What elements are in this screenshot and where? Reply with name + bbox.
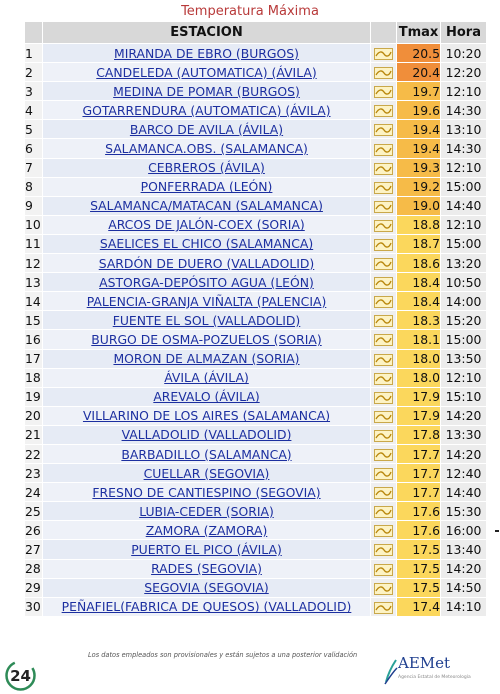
table-row (25, 273, 487, 292)
table-header-row (25, 22, 487, 44)
graph-link[interactable] (371, 196, 397, 215)
table-row (25, 63, 487, 82)
station-link[interactable]: PALENCIA-GRANJA VIÑALTA (PALENCIA) (43, 292, 371, 311)
hora-value: 13:10 (441, 120, 487, 139)
row-number: 3 (25, 82, 43, 101)
station-link[interactable]: VALLADOLID (VALLADOLID) (43, 425, 371, 444)
station-link[interactable]: LUBIA-CEDER (SORIA) (43, 502, 371, 521)
graph-link[interactable] (371, 177, 397, 196)
row-number: 17 (25, 349, 43, 368)
hora-value: 15:00 (441, 234, 487, 253)
row-number: 29 (25, 578, 43, 597)
table-row (25, 502, 487, 521)
graph-link[interactable] (371, 483, 397, 502)
graph-link[interactable] (371, 578, 397, 597)
hora-value: 14:30 (441, 101, 487, 120)
table-row (25, 578, 487, 597)
station-link[interactable]: ASTORGA-DEPÓSITO AGUA (LEÓN) (43, 273, 371, 292)
table-row (25, 444, 487, 463)
station-link[interactable]: AREVALO (ÁVILA) (43, 387, 371, 406)
tmax-value: 18.4 (397, 273, 441, 292)
hora-value: 10:20 (441, 44, 487, 63)
table-row (25, 368, 487, 387)
graph-icon[interactable] (374, 430, 393, 442)
hora-value: 14:40 (441, 483, 487, 502)
tmax-value: 18.0 (397, 368, 441, 387)
tmax-value: 18.0 (397, 349, 441, 368)
tmax-value: 18.6 (397, 254, 441, 273)
row-number: 1 (25, 44, 43, 63)
graph-icon[interactable] (374, 277, 393, 289)
station-link[interactable]: SARDÓN DE DUERO (VALLADOLID) (43, 254, 371, 273)
hora-value: 15:30 (441, 502, 487, 521)
tmax-value: 17.9 (397, 406, 441, 425)
hora-value: 14:50 (441, 578, 487, 597)
hora-value: 15:20 (441, 311, 487, 330)
graph-icon[interactable] (374, 392, 393, 404)
graph-icon[interactable] (374, 487, 393, 499)
table-row (25, 597, 487, 616)
tmax-value: 17.5 (397, 559, 441, 578)
station-link[interactable]: SEGOVIA (SEGOVIA) (43, 578, 371, 597)
graph-link[interactable] (371, 311, 397, 330)
tmax-value: 17.8 (397, 425, 441, 444)
hora-value: 14:00 (441, 292, 487, 311)
tmax-value: 17.5 (397, 540, 441, 559)
row-number: 4 (25, 101, 43, 120)
graph-link[interactable] (371, 559, 397, 578)
hora-value: 13:40 (441, 540, 487, 559)
hora-value: 15:00 (441, 330, 487, 349)
graph-icon[interactable] (374, 564, 393, 576)
graph-icon[interactable] (374, 86, 393, 98)
table-row (25, 158, 487, 177)
station-link[interactable]: CANDELEDA (AUTOMATICA) (ÁVILA) (43, 63, 371, 82)
hora-value: 15:00 (441, 177, 487, 196)
station-link[interactable]: GOTARRENDURA (AUTOMATICA) (ÁVILA) (43, 101, 371, 120)
graph-icon[interactable] (374, 354, 393, 366)
graph-icon[interactable] (374, 583, 393, 595)
table-row (25, 215, 487, 234)
station-link[interactable]: FRESNO DE CANTIESPINO (SEGOVIA) (43, 483, 371, 502)
table-row (25, 464, 487, 483)
graph-link[interactable] (371, 63, 397, 82)
hora-value: 14:10 (441, 597, 487, 616)
row-number: 12 (25, 254, 43, 273)
graph-link[interactable] (371, 330, 397, 349)
graph-link[interactable] (371, 464, 397, 483)
footer-disclaimer: Los datos empleados son provisionales y están sujetos a una posterior validación (88, 651, 358, 659)
graph-icon[interactable] (374, 373, 393, 385)
station-link[interactable]: MEDINA DE POMAR (BURGOS) (43, 82, 371, 101)
hora-value: 13:50 (441, 349, 487, 368)
svg-text:24: 24 (10, 667, 31, 685)
tmax-value: 18.7 (397, 234, 441, 253)
tmax-value: 19.2 (397, 177, 441, 196)
station-link[interactable]: MORON DE ALMAZAN (SORIA) (43, 349, 371, 368)
graph-link[interactable] (371, 368, 397, 387)
graph-link[interactable] (371, 597, 397, 616)
row-number: 10 (25, 215, 43, 234)
aemet-subtitle: Agencia Estatal de Meteorología (398, 675, 471, 680)
aemet-logo (384, 654, 471, 690)
graph-icon[interactable] (374, 296, 393, 308)
tmax-value: 18.1 (397, 330, 441, 349)
aemet-name: AEMet (398, 654, 451, 672)
station-link[interactable]: BURGO DE OSMA-POZUELOS (SORIA) (43, 330, 371, 349)
station-link[interactable]: SALAMANCA/MATACAN (SALAMANCA) (43, 196, 371, 215)
graph-link[interactable] (371, 139, 397, 158)
table-row (25, 196, 487, 215)
table-row (25, 559, 487, 578)
graph-link[interactable] (371, 540, 397, 559)
graph-icon[interactable] (374, 506, 393, 518)
hora-value: 14:40 (441, 196, 487, 215)
hora-value: 12:20 (441, 63, 487, 82)
tmax-value: 17.9 (397, 387, 441, 406)
row-number: 26 (25, 521, 43, 540)
row-number: 18 (25, 368, 43, 387)
hora-value: 10:50 (441, 273, 487, 292)
tmax-value: 19.4 (397, 120, 441, 139)
tmax-value: 20.4 (397, 63, 441, 82)
row-number: 13 (25, 273, 43, 292)
aemet-emblem-icon (384, 656, 398, 686)
tmax-value: 18.8 (397, 215, 441, 234)
graph-link[interactable] (371, 444, 397, 463)
table-row (25, 330, 487, 349)
station-link[interactable]: SALAMANCA.OBS. (SALAMANCA) (43, 139, 371, 158)
edge-mark (495, 530, 499, 532)
hora-value: 14:20 (441, 444, 487, 463)
row-number: 20 (25, 406, 43, 425)
graph-icon[interactable] (374, 544, 393, 556)
table-row (25, 406, 487, 425)
hora-value: 12:10 (441, 158, 487, 177)
graph-icon[interactable] (374, 124, 393, 136)
graph-link[interactable] (371, 120, 397, 139)
header-station: ESTACION (43, 22, 371, 44)
graph-icon[interactable] (374, 449, 393, 461)
station-link[interactable]: PONFERRADA (LEÓN) (43, 177, 371, 196)
graph-link[interactable] (371, 215, 397, 234)
tmax-value: 19.4 (397, 139, 441, 158)
table-row (25, 387, 487, 406)
tmax-value: 17.5 (397, 578, 441, 597)
graph-icon[interactable] (374, 334, 393, 346)
row-number: 7 (25, 158, 43, 177)
graph-link[interactable] (371, 44, 397, 63)
row-number: 8 (25, 177, 43, 196)
table-row (25, 521, 487, 540)
graph-icon[interactable] (374, 411, 393, 423)
graph-icon[interactable] (374, 602, 393, 614)
table-row (25, 139, 487, 158)
table-row (25, 540, 487, 559)
hora-value: 13:20 (441, 254, 487, 273)
row-number: 14 (25, 292, 43, 311)
hora-value: 12:10 (441, 215, 487, 234)
row-number: 24 (25, 483, 43, 502)
table-row (25, 44, 487, 63)
table-row (25, 82, 487, 101)
header-icon (371, 22, 397, 44)
graph-icon[interactable] (374, 201, 393, 213)
tmax-value: 17.7 (397, 483, 441, 502)
row-number: 16 (25, 330, 43, 349)
graph-icon[interactable] (374, 525, 393, 537)
station-link[interactable]: PEÑAFIEL(FABRICA DE QUESOS) (VALLADOLID) (43, 597, 371, 616)
station-link[interactable]: ARCOS DE JALÓN-COEX (SORIA) (43, 215, 371, 234)
header-num (25, 22, 43, 44)
table-row (25, 349, 487, 368)
tmax-value: 19.0 (397, 196, 441, 215)
hora-value: 16:00 (441, 521, 487, 540)
graph-icon[interactable] (374, 182, 393, 194)
graph-link[interactable] (371, 101, 397, 120)
graph-link[interactable] (371, 406, 397, 425)
row-number: 22 (25, 444, 43, 463)
tmax-value: 17.7 (397, 444, 441, 463)
station-link[interactable]: MIRANDA DE EBRO (BURGOS) (43, 44, 371, 63)
table-row (25, 234, 487, 253)
hora-value: 12:10 (441, 82, 487, 101)
row-number: 28 (25, 559, 43, 578)
row-number: 9 (25, 196, 43, 215)
graph-link[interactable] (371, 502, 397, 521)
row-number: 11 (25, 234, 43, 253)
row-number: 15 (25, 311, 43, 330)
hora-value: 12:10 (441, 368, 487, 387)
graph-icon[interactable] (374, 315, 393, 327)
graph-link[interactable] (371, 273, 397, 292)
table-body (25, 44, 487, 617)
tmax-value: 19.7 (397, 82, 441, 101)
row-number: 2 (25, 63, 43, 82)
table-row (25, 101, 487, 120)
tmax-value: 17.7 (397, 464, 441, 483)
station-link[interactable]: FUENTE EL SOL (VALLADOLID) (43, 311, 371, 330)
graph-icon[interactable] (374, 239, 393, 251)
graph-icon[interactable] (374, 258, 393, 270)
station-link[interactable]: CUELLAR (SEGOVIA) (43, 464, 371, 483)
graph-link[interactable] (371, 254, 397, 273)
row-number: 19 (25, 387, 43, 406)
table-row (25, 425, 487, 444)
hora-value: 14:30 (441, 139, 487, 158)
graph-link[interactable] (371, 158, 397, 177)
header-hora: Hora (441, 22, 487, 44)
table-title: Temperatura Máxima (181, 4, 319, 19)
table-row (25, 254, 487, 273)
hora-value: 12:40 (441, 464, 487, 483)
row-number: 23 (25, 464, 43, 483)
table-row (25, 311, 487, 330)
hora-value: 15:10 (441, 387, 487, 406)
graph-link[interactable] (371, 82, 397, 101)
hora-value: 13:30 (441, 425, 487, 444)
header-tmax: Tmax (397, 22, 441, 44)
table-row (25, 177, 487, 196)
station-link[interactable]: RADES (SEGOVIA) (43, 559, 371, 578)
graph-icon[interactable] (374, 105, 393, 117)
tmax-value: 18.3 (397, 311, 441, 330)
graph-icon[interactable] (374, 163, 393, 175)
tmax-value: 18.4 (397, 292, 441, 311)
row-number: 30 (25, 597, 43, 616)
table-row (25, 120, 487, 139)
station-link[interactable]: BARCO DE AVILA (ÁVILA) (43, 120, 371, 139)
row-number: 25 (25, 502, 43, 521)
hora-value: 14:20 (441, 559, 487, 578)
station-link[interactable]: ÁVILA (ÁVILA) (43, 368, 371, 387)
tmax-value: 17.6 (397, 521, 441, 540)
row-number: 27 (25, 540, 43, 559)
hora-value: 14:20 (441, 406, 487, 425)
station-link[interactable]: ZAMORA (ZAMORA) (43, 521, 371, 540)
tmax-value: 19.3 (397, 158, 441, 177)
graph-icon[interactable] (374, 468, 393, 480)
graph-icon[interactable] (374, 220, 393, 232)
station-link[interactable]: PUERTO EL PICO (ÁVILA) (43, 540, 371, 559)
channel-24-logo (4, 659, 37, 692)
station-link[interactable]: VILLARINO DE LOS AIRES (SALAMANCA) (43, 406, 371, 425)
tmax-value: 17.6 (397, 502, 441, 521)
station-link[interactable]: SAELICES EL CHICO (SALAMANCA) (43, 234, 371, 253)
station-link[interactable]: CEBREROS (ÁVILA) (43, 158, 371, 177)
graph-icon[interactable] (374, 144, 393, 156)
station-link[interactable]: BARBADILLO (SALAMANCA) (43, 444, 371, 463)
graph-link[interactable] (371, 425, 397, 444)
graph-icon[interactable] (374, 67, 393, 79)
temperature-table (24, 21, 487, 617)
row-number: 21 (25, 425, 43, 444)
graph-link[interactable] (371, 292, 397, 311)
tmax-value: 17.4 (397, 597, 441, 616)
table-row (25, 483, 487, 502)
graph-icon[interactable] (374, 48, 393, 60)
graph-link[interactable] (371, 521, 397, 540)
table-row (25, 292, 487, 311)
tmax-value: 19.6 (397, 101, 441, 120)
graph-link[interactable] (371, 349, 397, 368)
graph-link[interactable] (371, 234, 397, 253)
tmax-value: 20.5 (397, 44, 441, 63)
row-number: 6 (25, 139, 43, 158)
row-number: 5 (25, 120, 43, 139)
graph-link[interactable] (371, 387, 397, 406)
